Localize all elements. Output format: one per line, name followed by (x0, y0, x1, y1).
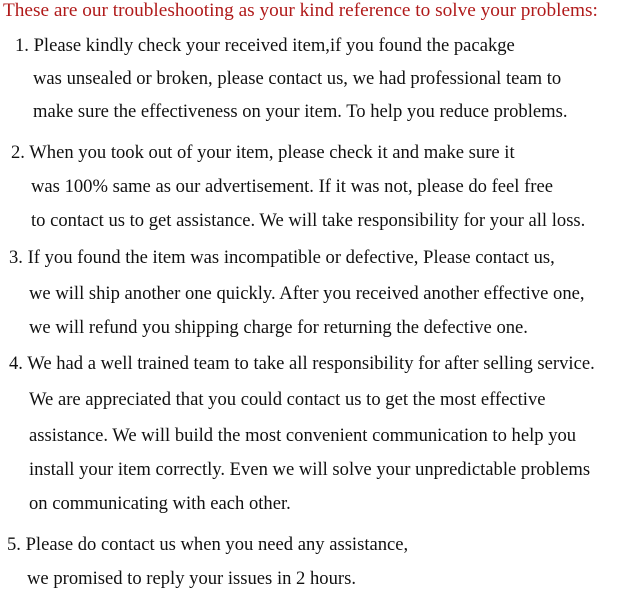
item-5-line-1: 5. Please do contact us when you need any assistance, (7, 534, 409, 555)
item-2-line-2: was 100% same as our advertisement. If it was not, please do feel free (31, 176, 553, 197)
item-3-line-2: we will ship another one quickly. After you received another effective one, (29, 283, 585, 304)
item-4-line-2: We are appreciated that you could contact us to get the most effective (29, 389, 546, 410)
item-1-line-2: was unsealed or broken, please contact us, we had professional team to (33, 68, 562, 89)
item-4-line-5: on communicating with each other. (29, 493, 291, 514)
item-1-line-1: 1. Please kindly check your received item,if you found the pacakge (15, 35, 515, 56)
item-3-line-1: 3. If you found the item was incompatible or defective, Please contact us, (9, 247, 555, 268)
item-5-line-2: we promised to reply your issues in 2 hours. (27, 568, 356, 589)
item-4-line-1: 4. We had a well trained team to take all responsibility for after selling service. (9, 353, 595, 374)
item-3-line-3: we will refund you shipping charge for returning the defective one. (29, 317, 528, 338)
item-4-line-3: assistance. We will build the most convenient communication to help you (29, 425, 577, 446)
item-4-line-4: install your item correctly. Even we will solve your unpredictable problems (29, 459, 591, 480)
item-2-line-3: to contact us to get assistance. We will take responsibility for your all loss. (31, 210, 586, 231)
notice-heading: These are our troubleshooting as your kind reference to solve your problems: (3, 0, 598, 21)
item-2-line-1: 2. When you took out of your item, please check it and make sure it (11, 142, 515, 163)
item-1-line-3: make sure the effectiveness on your item. To help you reduce problems. (33, 101, 568, 122)
